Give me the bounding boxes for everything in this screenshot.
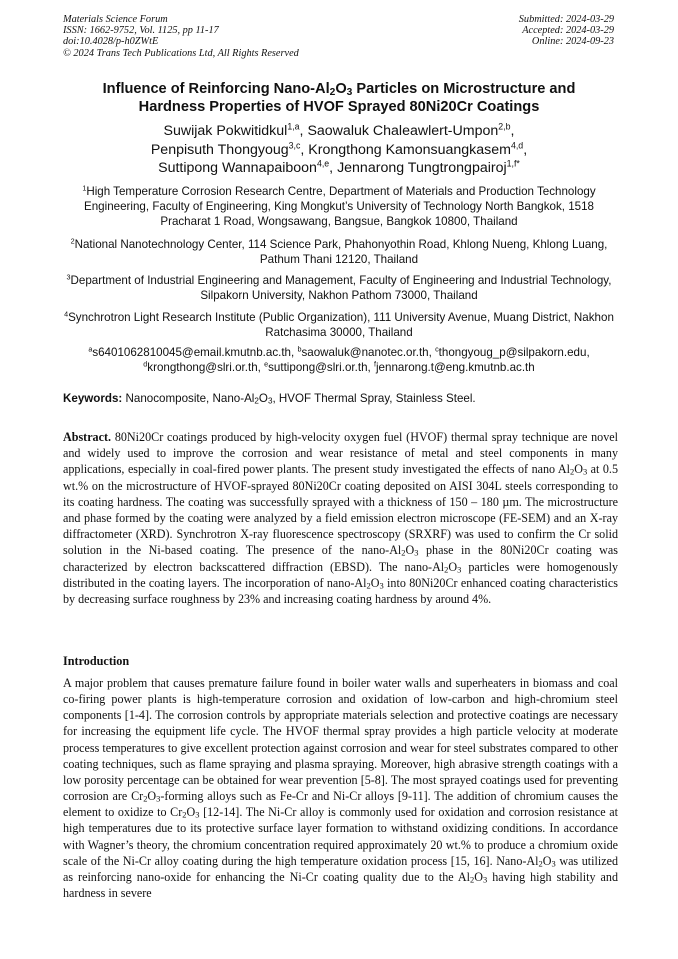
author-name: Suwijak Pokwitidkul — [163, 123, 288, 139]
title-line-2: Hardness Properties of HVOF Sprayed 80Ni20Cr Coatings — [138, 99, 540, 115]
affiliation-4: $^4$Synchrotron Light Research Institute (Public Organization), 111 University Avenue, Muang District, Nakhon Ratchasima 30000, Thailand — [64, 309, 614, 339]
author-line: Suwijak Pokwitidkul$^{1,a}$, Saowaluk Chaleawlert-Umpon$^{2,b}$, — [163, 121, 515, 139]
submitted-date: Submitted: 2024-03-29 — [518, 14, 614, 25]
affiliations — [62, 184, 616, 375]
author-name: Saowaluk Chaleawlert-Umpon — [307, 123, 499, 139]
author-list — [60, 122, 618, 178]
keywords-label: Keywords: — [63, 392, 123, 405]
email-link[interactable]: suttipong@slri.or.th — [268, 361, 368, 374]
journal-issn: ISSN: 1662-9752, Vol. 1125, pp 11-17 — [63, 25, 219, 37]
author-line: Suttipong Wannapaiboon$^{4,e}$, Jennarong Tungtrongpairoj$^{1,f*}$ — [158, 158, 520, 177]
author-line: Penpisuth Thongyoug$^{3,c}$, Krongthong Kamonsuangkasem$^{4,d}$, — [150, 140, 528, 158]
email-link[interactable]: krongthong@slri.or.th — [147, 361, 258, 374]
introduction-body: A major problem that causes premature failure found in boiler water walls and superheaters in biomass and coal co-firing power plants is high-temperature corrosion and oxidation of low-carbon and high-chromium steel components [1-4]. The corrosion controls by appropriate materials selection and protective coatings are necessary for increasing the equipment life cycle. The HVOF thermal spray provides a high particle velocity at moderate process temperatures to give excellent protection against corrosion and wear for steel substrates compared to other coating techniques, such as flame spraying and plasma spraying. Moreover, high abrasive strength coatings with a low porosity percentage can be obtained for wear prevention [5-8]. The most sprayed coatings used for preventing corrosion are $Cr_2O_3$-forming alloys such as Fe-Cr and Ni-Cr alloys [9-11]. The addition of chromium causes the element to oxidize to $Cr_2O_3$ [12-14]. The Ni-Cr alloy is commonly used for oxidation and corrosion resistance at high temperatures due to its protective surface layer formation to withstand oxidizing conditions. In accordance with Wagner’s theory, the chromium concentration required approximately 20 wt.% to produce a chromium oxide scale of the Ni-Cr alloy coating during the high temperature oxidation process [15, 16]. Nano-$Al_2O_3$ was utilized as reinforcing nano-oxide for enhancing the Ni-Cr coating quality due to the $Al_2O_3$ having high stability and hardness in severe — [63, 676, 619, 901]
title-line-1: Influence of Reinforcing Nano-$Al_2O_3$ Particles on Microstructure and — [102, 81, 576, 99]
accepted-date: Accepted: 2024-03-29 — [522, 25, 614, 37]
journal-name: Materials Science Forum — [63, 14, 168, 25]
publication-dates — [519, 14, 614, 48]
journal-copyright: © 2024 Trans Tech Publications Ltd, All Rights Reserved — [63, 47, 299, 59]
paper-title — [60, 80, 618, 116]
author-name: Krongthong Kamonsuangkasem — [308, 141, 511, 158]
journal-info — [63, 14, 299, 59]
author-name: Suttipong Wannapaiboon — [158, 160, 317, 177]
author-name: Jennarong Tungtrongpairoj — [337, 160, 507, 177]
online-date: Online: 2024-09-23 — [531, 36, 614, 48]
email-link[interactable]: thongyoug_p@silpakorn.edu — [438, 346, 587, 359]
keywords: Keywords: Nanocomposite, Nano-$Al_2O_3$, HVOF Thermal Spray, Stainless Steel. — [63, 392, 476, 406]
affiliation-2: $^2$National Nanotechnology Center, 114 Science Park, Phahonyothin Road, Khlong Nueng, Khlong Luang, Pathum Thani 12120, Thailand — [70, 236, 608, 266]
affiliation-1: $^1$High Temperature Corrosion Research Centre, Department of Materials and Production Technology Engineering, Faculty of Engineering, King Mongkut’s University of Technology North Bangkok, 1518 Pracharat 1 Road, Wongsawang, Bangsue, Bangkok 10800, Thailand — [82, 183, 596, 228]
email-link[interactable]: jennarong.t@eng.kmutnb.ac.th — [375, 361, 535, 374]
email-line: $^d$krongthong@slri.or.th, $^e$suttipong@slri.or.th, $^f$jennarong.t@eng.kmutnb.ac.th — [143, 359, 535, 374]
abstract: Abstract. 80Ni20Cr coatings produced by high-velocity oxygen fuel (HVOF) thermal spray technique are novel and widely used to improve the corrosion and wear resistance of metal and steel components in many applications, especially in coal-fired power plants. The present study investigated the effects of nano $Al_2O_3$ at 0.5 wt.% on the microstructure of HVOF-sprayed 80Ni20Cr coating deposited on AISI 304L steels corresponding to its coating hardness. The coating was successfully sprayed with a thickness of 150 – 180 µm. The microstructure and phase formed by the coating were analyzed by a field emission electron microscope (FE-SEM) and an X-ray diffractometer (XRD). Synchrotron X-ray fluorescence spectroscopy (SRXRF) was used to confirm the Cr solid solution in the Ni-based coating. The presence of the nano-$Al_2O_3$ phase in the 80Ni20Cr coating was characterized by electron backscattered diffraction (EBSD). The nano-$Al_2O_3$ particles were homogenously distributed in the coating layers. The incorporation of nano-$Al_2O_3$ into 80Ni20Cr enhanced coating characteristics by decreasing surface roughness by 23% and increasing coating hardness by around 4%. — [63, 430, 618, 607]
email-line: $^a$s6401062810045@email.kmutnb.ac.th, $^b$saowaluk@nanotec.or.th, $^c$thongyoug_p@silpakorn.edu, — [88, 344, 590, 359]
email-link[interactable]: saowaluk@nanotec.or.th — [301, 346, 429, 359]
introduction-heading: Introduction — [63, 654, 130, 668]
abstract-label: Abstract. — [63, 430, 112, 444]
author-name: Penpisuth Thongyoug — [150, 141, 289, 158]
affiliation-3: $^3$Department of Industrial Engineering and Management, Faculty of Engineering and Industrial Technology, Silpakorn University, Nakhon Pathom 73000, Thailand — [66, 272, 612, 302]
journal-doi[interactable]: doi:10.4028/p-h0ZWtE — [63, 36, 159, 48]
email-link[interactable]: s6401062810045@email.kmutnb.ac.th — [92, 346, 292, 359]
author-emails — [62, 345, 616, 375]
